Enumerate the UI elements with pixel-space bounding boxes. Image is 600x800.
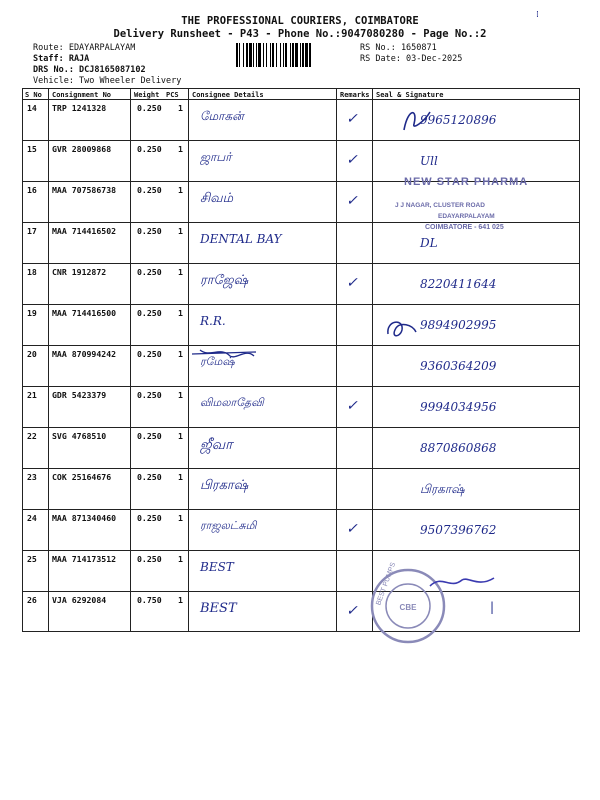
row-consignment-no: COK 25164676 — [52, 472, 112, 482]
row-signature-handwriting: 8220411644 — [420, 277, 497, 291]
row-weight: 0.250 — [137, 349, 162, 359]
row-remark-tick: ✓ — [346, 111, 358, 127]
row-pcs: 1 — [178, 595, 183, 605]
row-remark-tick: ✓ — [346, 398, 358, 414]
row-pcs: 1 — [178, 349, 183, 359]
row-divider — [22, 550, 580, 551]
row-weight: 0.250 — [137, 267, 162, 277]
row-remark-tick: ✓ — [346, 521, 358, 537]
stamp-line-1: NEW STAR PHARMA — [404, 176, 529, 188]
row-pcs: 1 — [178, 267, 183, 277]
margin-mark: | — [490, 600, 495, 614]
col-sno: S No — [25, 91, 42, 99]
row-consignee-handwriting: மோகன் — [200, 109, 244, 123]
row-pcs: 1 — [178, 390, 183, 400]
row-signature-handwriting: 9965120896 — [420, 113, 497, 127]
row-sno: 25 — [27, 554, 37, 564]
svg-text:CBE: CBE — [399, 603, 417, 612]
row-consignee-handwriting: R.R. — [200, 314, 226, 328]
stamp-line-2: J J NAGAR, CLUSTER ROAD — [395, 202, 485, 209]
row-weight: 0.250 — [137, 431, 162, 441]
row-consignment-no: MAA 707586738 — [52, 185, 117, 195]
row-pcs: 1 — [178, 144, 183, 154]
row-consignment-no: MAA 714173512 — [52, 554, 117, 564]
row-consignee-handwriting: ராஜேஷ் — [200, 273, 249, 288]
col-seal: Seal & Signature — [376, 91, 444, 99]
col-remarks: Remarks — [340, 91, 370, 99]
row-signature-handwriting: 9507396762 — [420, 523, 497, 537]
row-consignee-handwriting: ராஜலட்சுமி — [200, 519, 257, 532]
row-weight: 0.250 — [137, 226, 162, 236]
row-divider — [22, 345, 580, 346]
rs-date: RS Date: 03-Dec-2025 — [360, 54, 463, 64]
row-sno: 21 — [27, 390, 37, 400]
row-weight: 0.250 — [137, 472, 162, 482]
route-label: Route: EDAYARPALAYAM — [33, 43, 136, 53]
row-remark-tick: ✓ — [346, 152, 358, 168]
row-signature-handwriting: 9360364209 — [420, 359, 497, 373]
row-divider — [22, 263, 580, 264]
row-sno: 23 — [27, 472, 37, 482]
row-consignment-no: SVG 4768510 — [52, 431, 107, 441]
row-weight: 0.250 — [137, 390, 162, 400]
row-consignment-no: MAA 714416500 — [52, 308, 117, 318]
row-pcs: 1 — [178, 226, 183, 236]
row-divider — [22, 427, 580, 428]
row-sno: 20 — [27, 349, 37, 359]
row-weight: 0.250 — [137, 308, 162, 318]
row-weight: 0.250 — [137, 185, 162, 195]
row-sno: 18 — [27, 267, 37, 277]
rs-number: RS No.: 1650871 — [360, 43, 437, 53]
row-sno: 17 — [27, 226, 37, 236]
struck-out-scribble — [190, 346, 260, 360]
row-consignee-handwriting: BEST — [200, 601, 237, 616]
row-signature-handwriting: DL — [420, 236, 438, 250]
row-remark-tick: ✓ — [346, 193, 358, 209]
row-pcs: 1 — [178, 431, 183, 441]
row-remark-tick: ✓ — [346, 603, 358, 619]
signature-squiggle-14 — [400, 104, 440, 134]
row-signature-handwriting: Ull — [420, 154, 438, 168]
row-weight: 0.250 — [137, 554, 162, 564]
row-consignee-handwriting: ஜீவா — [200, 437, 233, 453]
stamp-line-4: COIMBATORE - 641 025 — [425, 224, 504, 231]
row-pcs: 1 — [178, 103, 183, 113]
row-pcs: 1 — [178, 472, 183, 482]
corner-mark: ⁞ — [536, 10, 539, 20]
row-weight: 0.250 — [137, 144, 162, 154]
staff-label: Staff: RAJA — [33, 54, 90, 64]
col-consignee: Consignee Details — [192, 91, 264, 99]
row-sno: 22 — [27, 431, 37, 441]
row-weight: 0.250 — [137, 103, 162, 113]
row-signature-handwriting: 9894902995 — [420, 318, 497, 332]
barcode-image — [236, 43, 356, 67]
svg-text:BEST PUMPS: BEST PUMPS — [375, 561, 398, 607]
row-divider — [22, 304, 580, 305]
row-signature-handwriting: 9994034956 — [420, 400, 497, 414]
col-consignment: Consignment No — [52, 91, 112, 99]
drs-label: DRS No.: DCJ8165087102 — [33, 65, 146, 75]
row-pcs: 1 — [178, 308, 183, 318]
row-consignee-handwriting: BEST — [200, 560, 234, 574]
row-consignee-handwriting: விமலாதேவி — [200, 396, 264, 409]
row-consignment-no: GDR 5423379 — [52, 390, 107, 400]
col-pcs: PCS — [166, 91, 179, 99]
row-divider — [22, 222, 580, 223]
signature-squiggle-19 — [382, 316, 422, 342]
row-sno: 16 — [27, 185, 37, 195]
row-divider — [22, 386, 580, 387]
row-consignment-no: TRP 1241328 — [52, 103, 107, 113]
row-weight: 0.750 — [137, 595, 162, 605]
row-sno: 15 — [27, 144, 37, 154]
row-consignee-handwriting: DENTAL BAY — [200, 232, 282, 246]
row-consignment-no: MAA 870994242 — [52, 349, 117, 359]
row-consignment-no: GVR 28009868 — [52, 144, 112, 154]
runsheet-subtitle: Delivery Runsheet - P43 - Phone No.:9047080280 - Page No.:2 — [113, 28, 487, 40]
row-sno: 19 — [27, 308, 37, 318]
stamp-line-3: EDAYARPALAYAM — [438, 213, 495, 220]
row-sno: 14 — [27, 103, 37, 113]
seal-signature-squiggle — [428, 572, 498, 592]
row-remark-tick: ✓ — [346, 275, 358, 291]
row-pcs: 1 — [178, 185, 183, 195]
row-consignment-no: MAA 871340460 — [52, 513, 117, 523]
row-consignee-handwriting: ஜாபர் — [200, 150, 232, 164]
row-consignee-handwriting: சிவம் — [200, 191, 234, 206]
row-consignment-no: CNR 1912872 — [52, 267, 107, 277]
row-divider — [22, 140, 580, 141]
company-title: THE PROFESSIONAL COURIERS, COIMBATORE — [181, 15, 419, 27]
col-weight: Weight — [134, 91, 160, 99]
row-weight: 0.250 — [137, 513, 162, 523]
row-pcs: 1 — [178, 554, 183, 564]
row-pcs: 1 — [178, 513, 183, 523]
vehicle-label: Vehicle: Two Wheeler Delivery — [33, 76, 182, 86]
row-signature-handwriting: 8870860868 — [420, 441, 497, 455]
row-sno: 26 — [27, 595, 37, 605]
row-signature-handwriting: பிரகாஷ் — [420, 482, 465, 496]
row-consignee-handwriting: பிரகாஷ் — [200, 478, 249, 493]
row-consignee-handwriting: ரமேஷ் — [200, 355, 235, 368]
row-consignment-no: MAA 714416502 — [52, 226, 117, 236]
row-divider — [22, 509, 580, 510]
row-sno: 24 — [27, 513, 37, 523]
row-divider — [22, 468, 580, 469]
row-consignment-no: VJA 6292084 — [52, 595, 107, 605]
